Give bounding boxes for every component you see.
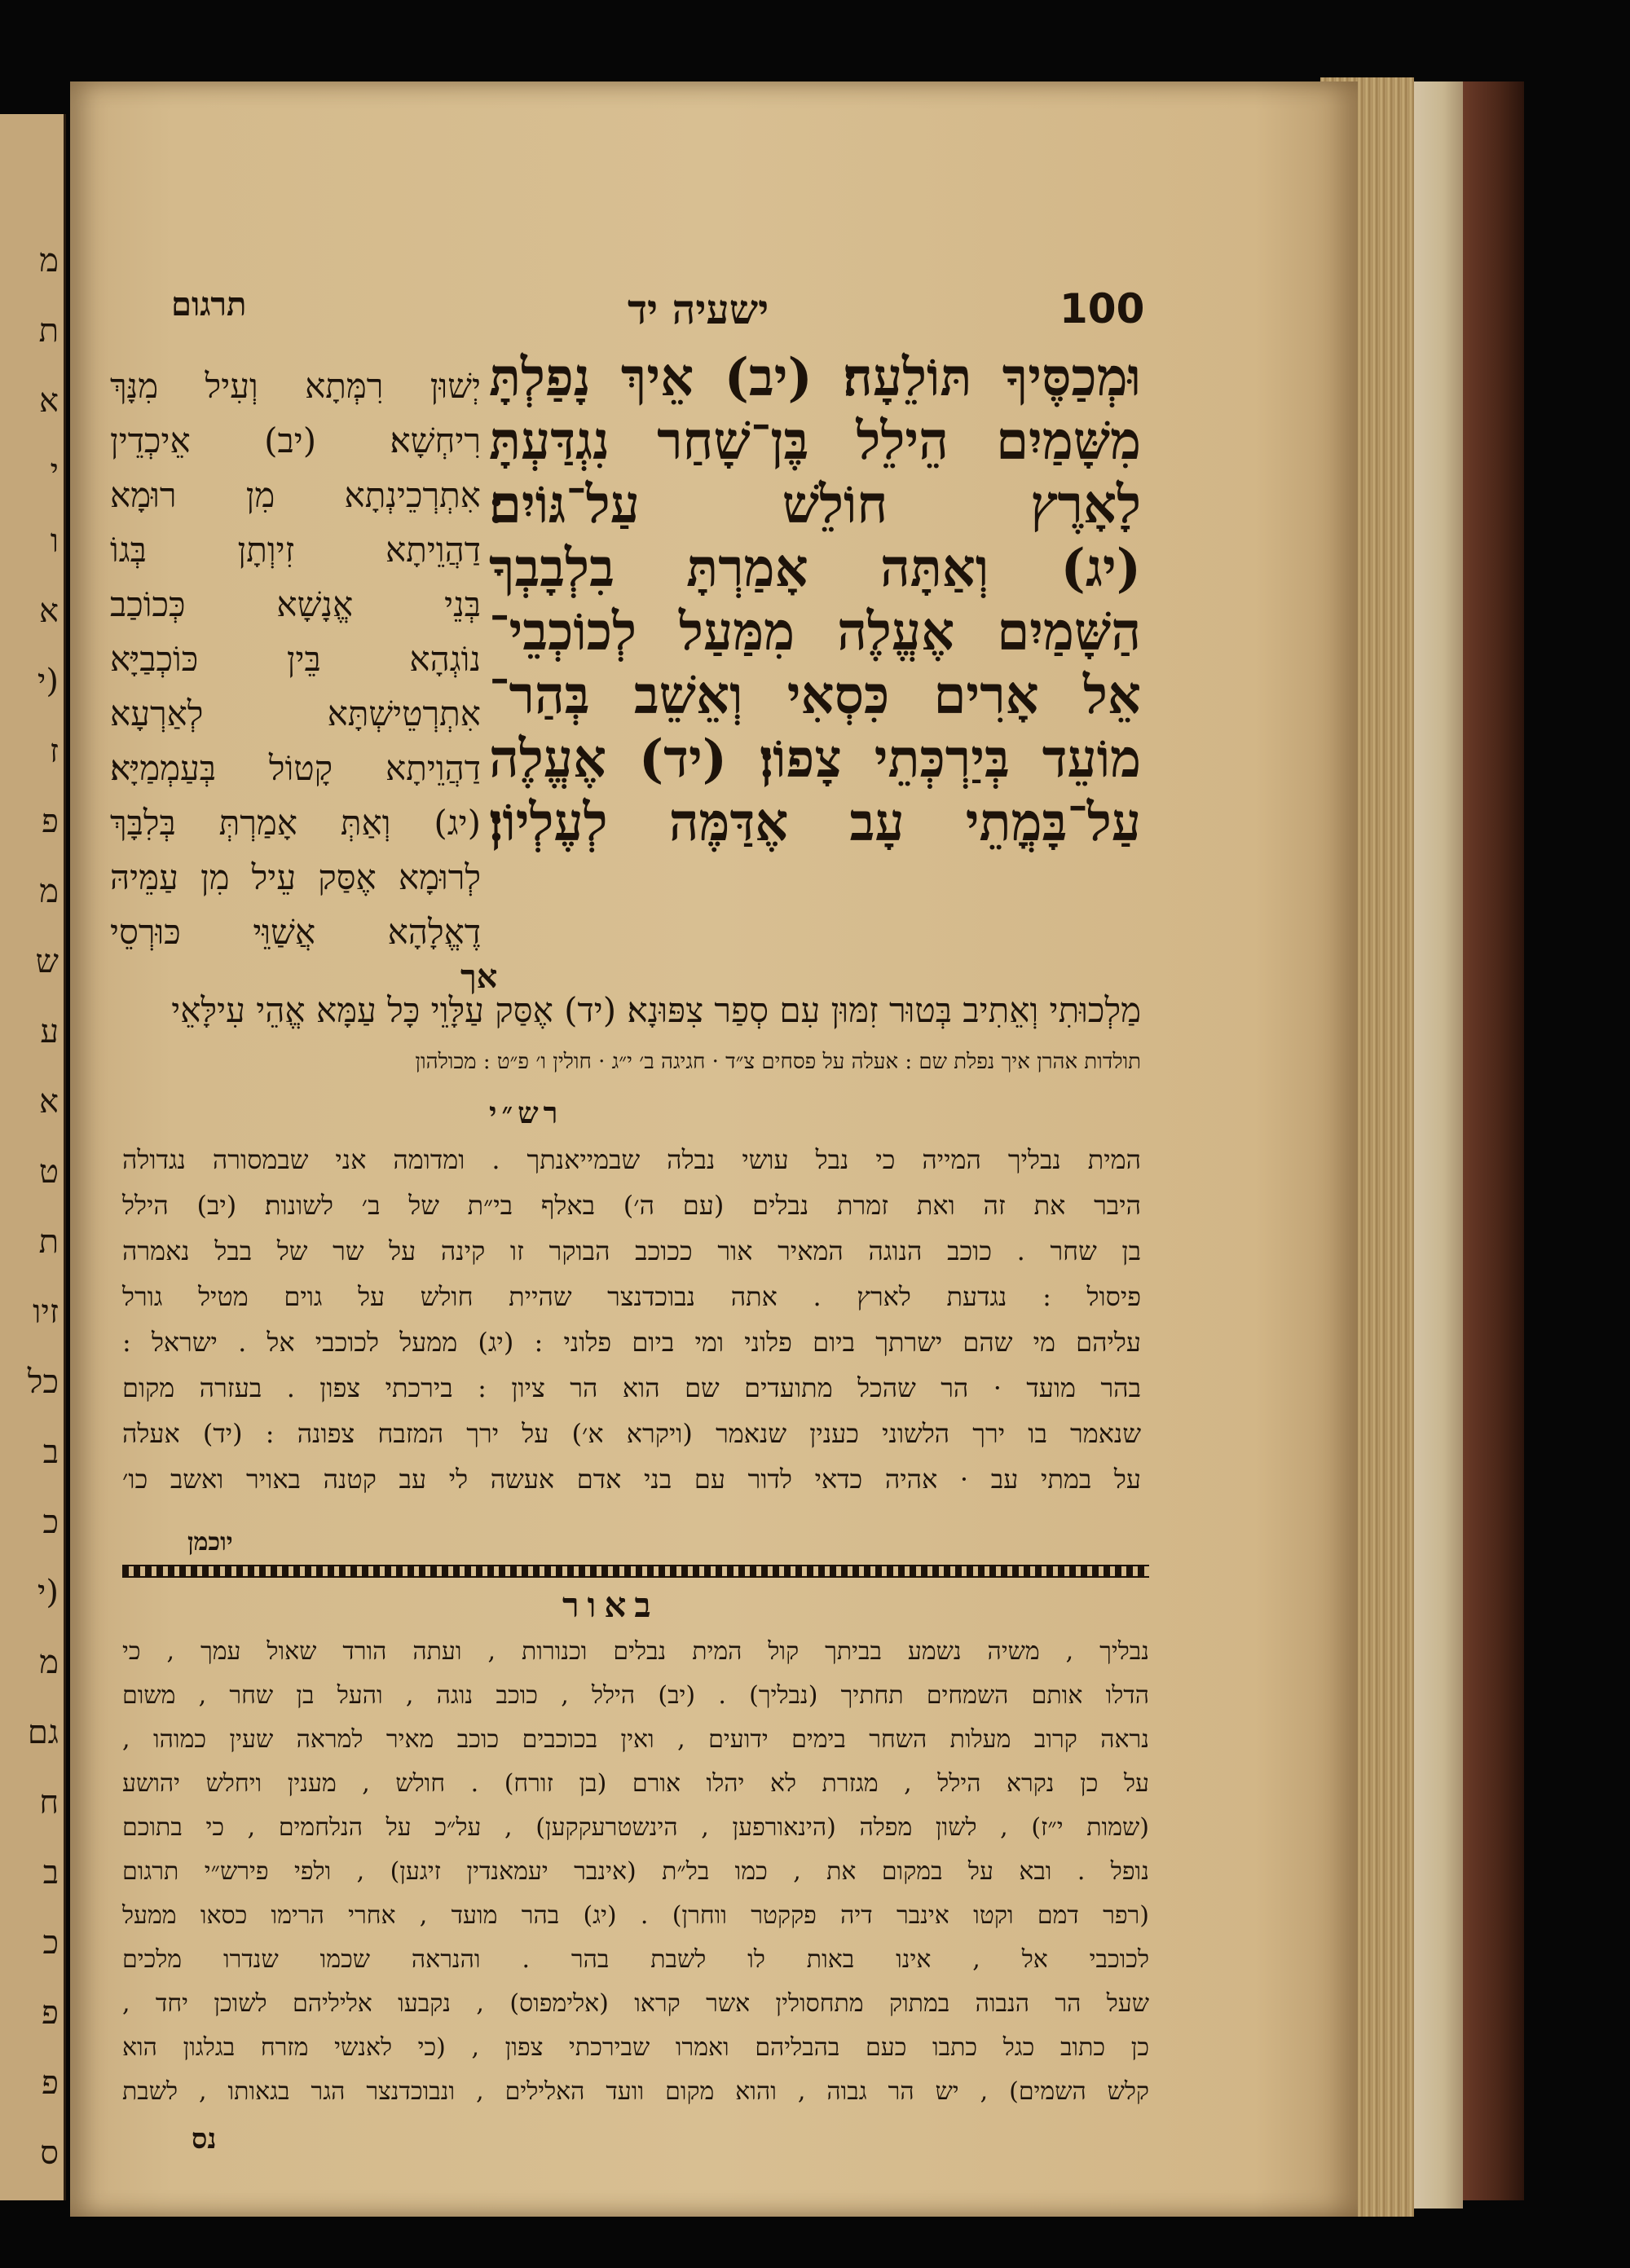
left-page-fragment: ח — [39, 1784, 59, 1821]
left-page-fragment: מ — [39, 242, 59, 280]
biur-line: נבליך , משיה נשמע בביתך קול המית נבלים וכנורות , ועתה הורד שאול עמך , כי — [122, 1637, 1149, 1666]
biur-line: (שמות י״ז) , לשון מפלה (הינאורפען , הינשטרעקקען) , על״כ על הנלחמים , כי בתוכם — [122, 1813, 1149, 1842]
left-page-fragment: א — [38, 592, 59, 630]
left-page-fragment: ס — [40, 2134, 59, 2172]
targum-line: אִתְרְכֵינְתָא מִן רוּמָא — [110, 475, 481, 515]
rashi-line: היבר את זה ואת זמרת נבלים (עם ה׳) באלף בי״ת של ב׳ לשונות׃ (יב) הילל — [122, 1190, 1141, 1221]
left-page-fragment: ש — [35, 943, 59, 980]
ornamental-divider — [122, 1565, 1149, 1578]
signature-mark: נס — [192, 2123, 217, 2156]
left-page-fragment: ט — [38, 1153, 59, 1191]
left-page-fragment: ת — [38, 1223, 59, 1261]
targum-line: נוֹגְהָא בֵּין כּוֹכְבַיָּא — [110, 639, 481, 679]
rashi-line: שנאמר בו ירך הלשוני כענין שנאמר (ויקרא א׳) על ירך המזבח צפונה : (יד) אעלה — [122, 1418, 1141, 1449]
biur-commentary — [122, 1630, 1149, 2114]
biur-line: לכוכבי אל , אינו באות לו לשבת בהר . והנראה שכמו שנדרו מלכים — [122, 1945, 1149, 1974]
footnote-references: תולדות אהרן איך נפלת שם : אעלה על פסחים צ״ד · חגיגה ב׳ י״ג · חולין ו׳ פ״ט : מכולהון — [415, 1050, 1141, 1074]
rashi-line: המית נבליך המייה כי נבל עושי נבלה שבמייאנתך . ומדומה אני שבמסורה נגדולה — [122, 1144, 1141, 1175]
rashi-line: בהר מועד · הר שהכל מתועדים שם הוא הר ציון : בירכתי צפון . בעזרה מקום — [122, 1372, 1142, 1403]
scripture-line: מִשָּׁמַיִם הֵילֵל בֶּן־שָׁחַר נִגְדַּעְתָּ — [489, 411, 1141, 472]
left-page-fragment: ב — [42, 1433, 59, 1471]
scripture-line: לָאָרֶץ חוֹלֵשׁ עַל־גּוֹיִם׃ — [489, 474, 1141, 535]
targum-line: (יג) וְאַתְּ אָמַרְתְּ בְּלִבָּךְ — [110, 803, 481, 843]
targum-continuation-line: מַלְכוּתִי וְאֵתִיב בְּטוּר זִמּוּן עִם סְפַר צִפּוּנָא׃ (יד) אֶסַּק עַלָּוֵי כָּל עַמָּא אֱהֵי עִילָּאֵי — [171, 990, 1141, 1030]
left-page-edge — [0, 114, 66, 2200]
left-page-fragment: מ — [39, 1644, 59, 1681]
left-page-fragment: א — [38, 382, 59, 420]
left-page-fragment: זיו — [33, 1293, 59, 1331]
left-page-fragment: כל — [27, 1363, 59, 1401]
rashi-line: עליהם מי שהם ישרתך ביום פלוני ומי ביום פלוני : (יג) ממעל לכוכבי אל . ישראל : — [122, 1327, 1141, 1358]
scripture-line: הַשָּׁמַיִם אֶעֱלֶה מִמַּעַל לְכוֹכְבֵי־ — [489, 601, 1141, 663]
biur-line: קלש השמים) , יש הר גבוה , והוא מקום וועד האלילים , ונבוכדנצר הגר בגאותו , לשבת — [122, 2077, 1149, 2106]
page-edges-outer — [1414, 81, 1463, 2209]
left-page-fragment: גם — [27, 1714, 59, 1751]
rashi-commentary — [122, 1137, 1141, 1502]
biur-line: שעל הר הנבוה במתוק מתחסולין אשר קראו (אלימפוס) , נקבעו אליליהם לשוכן יחד , — [122, 1989, 1149, 2018]
biur-line: על כן נקרא הילל , מגזרת לא יהלו אורם (בן זורח) . חולש , מענין ויחלש יהושע — [122, 1769, 1149, 1798]
targum-line: בְּנֵי אֱנָשָׁא כְּכוֹכַב — [110, 584, 481, 624]
catchword: אך — [460, 958, 498, 996]
left-page-fragment: ב — [42, 1854, 59, 1891]
biur-heading: באור — [562, 1585, 659, 1625]
targum-line: דֶאֱלָהָא אֲשַׁוֵּי כּוּרְסֵי — [110, 912, 481, 952]
left-page-fragment: ת — [38, 312, 59, 350]
left-page-fragment: (י — [37, 1574, 59, 1611]
biur-line: כן כתוב כגל כתבו כעם בהבליהם ואמרו שבירכתי צפון , (כי לאנשי מזרח בגלגון הוא — [122, 2033, 1149, 2062]
targum-text — [110, 359, 481, 959]
book-chapter-heading: ישעיה יד — [628, 285, 769, 333]
targum-heading: תרגום — [171, 285, 247, 324]
scripture-line: וּמְכַסֶּיךָ תּוֹלֵעָה׃ (יב) אֵיךְ נָפַלְתָּ — [489, 347, 1141, 408]
left-page-fragment: פ — [42, 2064, 59, 2102]
rashi-line: בן שחר . כוכב הנוגה המאיר אור ככוכב הבוקר זו קינה על שר של בבל נאמרה — [122, 1235, 1141, 1266]
rashi-line: על במתי עב · אהיה כדאי לדור עם בני אדם אעשה לי עב קטנה באויר ואשב כו׳ — [122, 1464, 1141, 1495]
scripture-text — [489, 346, 1141, 855]
left-page-fragment: פ — [42, 803, 59, 840]
biur-line: נראה קרוב מעלות השחר בימים ידועים , ואין בכוכבים כוכב מאיר למראה שעין כמוהו , — [122, 1725, 1149, 1754]
scripture-line: אֵל אָרִים כִּסְאִי וְאֵשֵׁב בְּהַר־ — [489, 665, 1141, 726]
running-header — [171, 285, 1149, 342]
targum-line: דַהֲוֵיתָא קָטוֹל בְּעַמְמַיָּא׃ — [110, 748, 481, 788]
left-page-fragment: (י — [37, 663, 59, 700]
left-page-fragment: ז — [49, 733, 59, 770]
left-page-fragment: מ — [39, 873, 59, 910]
left-page-fragment: כ — [42, 1924, 59, 1962]
targum-line: לְרוּמָא אֶסַּק עֵיל מִן עַמֵּיהּ — [110, 857, 481, 897]
page-number: 100 — [1060, 285, 1145, 332]
scripture-line: מוֹעֵד בְּיַרְכְּתֵי צָפוֹן׃ (יד) אֶעֱלֶה — [489, 729, 1141, 790]
targum-line: יְשׁוּן רִמְּתָא וְעִיל מִנָּךְ — [110, 366, 481, 406]
targum-line: דַהֲוֵיתָא זִיוְתָן בְּגוֹ — [110, 530, 481, 570]
left-page-fragment: י — [50, 452, 59, 490]
custodes-word: יוכמן — [187, 1528, 233, 1557]
left-page-fragment: ו — [50, 522, 59, 560]
left-page-fragment: פ — [42, 1994, 59, 2032]
biur-line: (רפר דמם וקטו אינבר דיה פקקטר ווחרן) . (יג) בהר מועד , אחרי הרימו כסאו ממעל — [122, 1901, 1149, 1930]
targum-line: רִיחְשָׁא׃ (יב) אֵיכְדֵין — [110, 421, 481, 460]
left-page-fragment: כ — [42, 1504, 59, 1541]
left-page-fragment: א — [38, 1083, 59, 1121]
targum-line: אִתְרְטֵישְׁתָּא לְאַרְעָא — [110, 694, 481, 733]
scripture-line: עַל־בָּמֳתֵי עָב אֶדַּמֶּה לְעֶלְיוֹן׃ — [489, 792, 1141, 853]
scripture-line: (יג) וְאַתָּה אָמַרְתָּ בִלְבָבְךָ — [489, 538, 1141, 599]
biur-line: נופל . ובא על במקום את , כמו בל״ת (אינבר יעמאנדין זיגען) , ולפי פירש״י תרגום — [122, 1857, 1149, 1886]
rashi-line: פיסול : נגדעת לארץ . אתה נבוכדנצר שהיית חולש על גוים מטיל גורל — [122, 1281, 1141, 1312]
rashi-heading: רש״י — [489, 1096, 563, 1130]
left-page-fragment: ע — [40, 1013, 59, 1050]
biur-line: הדלו אותם השמחים תחתיך (נבליך) . (יב) הילל , כוכב נוגה , והעל בן שחר , משום — [122, 1681, 1149, 1710]
book-cover — [1463, 81, 1524, 2200]
